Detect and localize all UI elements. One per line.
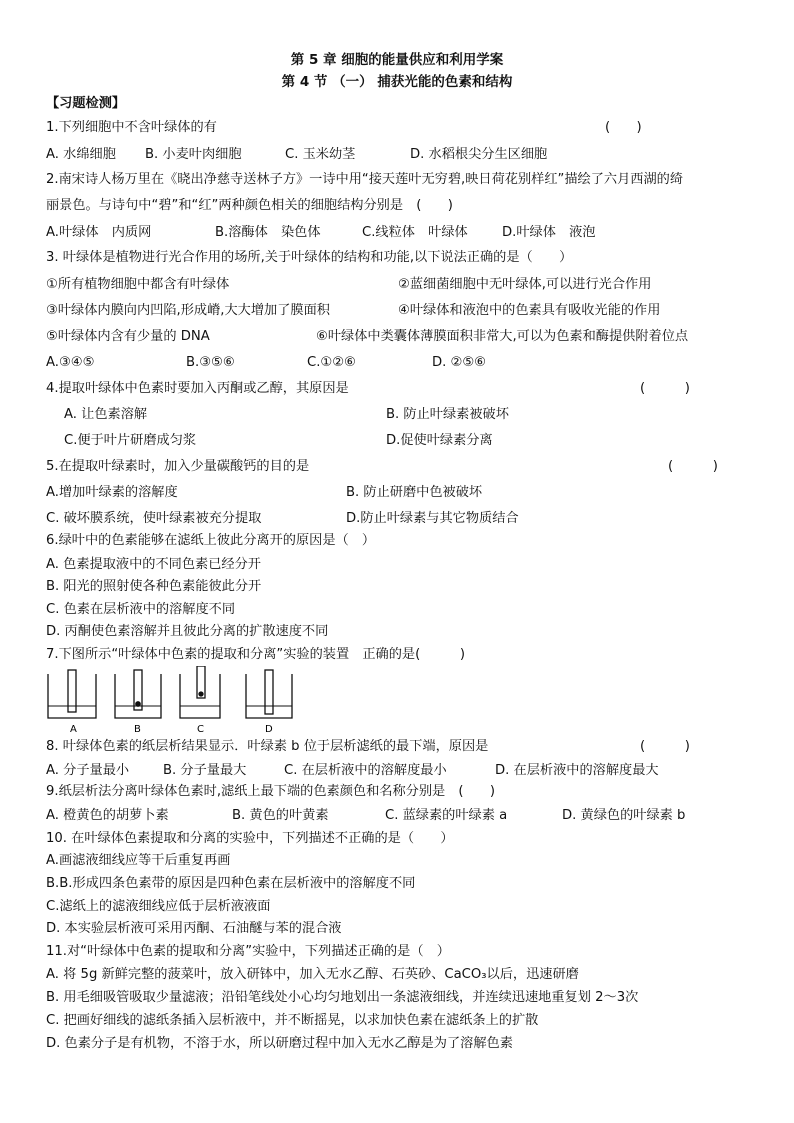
- q2-option-b: B.溶酶体 染色体: [215, 225, 321, 240]
- q3-option-a: A.③④⑤: [46, 355, 95, 370]
- q3-statement-4: ④叶绿体和液泡中的色素具有吸收光能的作用: [398, 303, 661, 318]
- q8-answer-paren: ( ): [640, 739, 690, 754]
- q5-option-d: D.防止叶绿素与其它物质结合: [346, 511, 519, 526]
- q8-option-a: A. 分子量最小: [46, 763, 130, 778]
- q6-option-b: B. 阳光的照射使各种色素能彼此分开: [46, 579, 262, 594]
- q7-stem: 7.下图所示“叶绿体中色素的提取和分离”实验的装置 正确的是( ): [46, 647, 465, 662]
- beaker-label-a: A: [70, 724, 77, 735]
- q9-option-b: B. 黄色的叶黄素: [232, 808, 329, 823]
- q8-stem: 8. 叶绿体色素的纸层析结果显示．叶绿素 b 位于层析滤纸的最下端，原因是: [46, 739, 489, 754]
- q9-option-a: A. 橙黄色的胡萝卜素: [46, 808, 169, 823]
- q10-stem: 10. 在叶绿体色素提取和分离的实验中，下列描述不正确的是（ ）: [46, 831, 454, 846]
- q10-option-a: A.画滤液细线应等干后重复再画: [46, 853, 231, 868]
- q9-option-d: D. 黄绿色的叶绿素 b: [562, 808, 686, 823]
- chapter-title: 第 5 章 细胞的能量供应和利用学案: [290, 52, 504, 68]
- q3-option-c: C.①②⑥: [307, 355, 356, 370]
- q10-option-d: D. 本实验层析液可采用丙酮、石油醚与苯的混合液: [46, 921, 342, 936]
- q4-option-c: C.便于叶片研磨成匀浆: [64, 433, 197, 448]
- q3-statement-3: ③叶绿体内膜向内凹陷,形成嵴,大大增加了膜面积: [46, 303, 330, 318]
- q1-option-a: A. 水绵细胞: [46, 147, 116, 162]
- q11-option-c: C. 把画好细线的滤纸条插入层析液中，并不断摇晃，以求加快色素在滤纸条上的扩散: [46, 1013, 539, 1028]
- q9-stem: 9.纸层析法分离叶绿体色素时,滤纸上最下端的色素颜色和名称分别是 ( ): [46, 784, 496, 799]
- beaker-a: [48, 670, 96, 718]
- q6-option-a: A. 色素提取液中的不同色素已经分开: [46, 557, 261, 572]
- q4-option-b: B. 防止叶绿素被破坏: [386, 407, 509, 422]
- q5-option-c: C. 破坏膜系统，使叶绿素被充分提取: [46, 511, 262, 526]
- q10-option-c: C.滤纸上的滤液细线应低于层析液液面: [46, 899, 271, 914]
- q2-option-c: C.线粒体 叶绿体: [362, 225, 468, 240]
- q10-option-b: B.B.形成四条色素带的原因是四种色素在层析液中的溶解度不同: [46, 876, 416, 891]
- q6-option-d: D. 丙酮使色素溶解并且彼此分离的扩散速度不同: [46, 624, 329, 639]
- beaker-d: [246, 670, 292, 718]
- q5-stem: 5.在提取叶绿素时，加入少量碳酸钙的目的是: [46, 459, 310, 474]
- beaker-c: [180, 666, 220, 718]
- q8-option-c: C. 在层析液中的溶解度最小: [284, 763, 447, 778]
- q2-option-a: A.叶绿体 内质网: [46, 225, 152, 240]
- q1-option-b: B. 小麦叶肉细胞: [145, 147, 242, 162]
- q3-statement-2: ②蓝细菌细胞中无叶绿体,可以进行光合作用: [398, 277, 652, 292]
- beaker-label-c: C: [197, 724, 204, 735]
- q2-stem-line1: 2.南宋诗人杨万里在《晓出净慈寺送林子方》一诗中用“接天莲叶无穷碧,映日荷花别样红”描绘了六月西湖的绮: [46, 172, 684, 187]
- q5-option-a: A.增加叶绿素的溶解度: [46, 485, 178, 500]
- beaker-label-b: B: [134, 724, 141, 735]
- chromatography-apparatus-figure: [44, 666, 304, 736]
- q4-option-a: A. 让色素溶解: [64, 407, 148, 422]
- q9-option-c: C. 蓝绿素的叶绿素 a: [385, 808, 508, 823]
- q5-option-b: B. 防止研磨中色被破坏: [346, 485, 483, 500]
- q4-option-d: D.促使叶绿素分离: [386, 433, 493, 448]
- section-title: 第 4 节 （一） 捕获光能的色素和结构: [281, 74, 513, 90]
- q4-stem: 4.提取叶绿体中色素时要加入丙酮或乙醇，其原因是: [46, 381, 349, 396]
- q6-option-c: C. 色素在层析液中的溶解度不同: [46, 602, 236, 617]
- q3-statement-1: ①所有植物细胞中都含有叶绿体: [46, 277, 230, 292]
- q8-option-d: D. 在层析液中的溶解度最大: [495, 763, 659, 778]
- q1-option-c: C. 玉米幼茎: [285, 147, 356, 162]
- beaker-label-d: D: [265, 724, 273, 735]
- q6-stem: 6.绿叶中的色素能够在滤纸上彼此分离开的原因是（ ）: [46, 533, 376, 548]
- q11-option-b: B. 用毛细吸管吸取少量滤液；沿铅笔线处小心均匀地划出一条滤液细线，并连续迅速地重复划 2～3次: [46, 990, 639, 1005]
- q5-answer-paren: ( ): [668, 459, 718, 474]
- q1-stem: 1.下列细胞中不含叶绿体的有: [46, 120, 217, 135]
- exercise-heading: 【习题检测】: [46, 96, 126, 111]
- q1-option-d: D. 水稻根尖分生区细胞: [410, 147, 548, 162]
- q11-stem: 11.对“叶绿体中色素的提取和分离”实验中，下列描述正确的是（ ）: [46, 944, 450, 959]
- q8-option-b: B. 分子量最大: [163, 763, 247, 778]
- q11-option-d: D. 色素分子是有机物，不溶于水，所以研磨过程中加入无水乙醇是为了溶解色素: [46, 1036, 513, 1051]
- q3-statement-5: ⑤叶绿体内含有少量的 DNA: [46, 329, 210, 344]
- q3-option-d: D. ②⑤⑥: [432, 355, 487, 370]
- q3-stem: 3. 叶绿体是植物进行光合作用的场所,关于叶绿体的结构和功能,以下说法正确的是（ ）: [46, 250, 573, 265]
- q1-answer-paren: ( ): [605, 120, 642, 135]
- beaker-b: [115, 670, 161, 718]
- q2-stem-line2: 丽景色。与诗句中“碧”和“红”两种颜色相关的细胞结构分别是 ( ): [46, 198, 453, 213]
- q2-option-d: D.叶绿体 液泡: [502, 225, 596, 240]
- q4-answer-paren: ( ): [640, 381, 690, 396]
- q11-option-a: A. 将 5g 新鲜完整的菠菜叶，放入研钵中，加入无水乙醇、石英砂、CaCO₃以后，迅速研磨: [46, 967, 579, 982]
- q3-statement-6: ⑥叶绿体中类囊体薄膜面积非常大,可以为色素和酶提供附着位点: [316, 329, 689, 344]
- q3-option-b: B.③⑤⑥: [186, 355, 235, 370]
